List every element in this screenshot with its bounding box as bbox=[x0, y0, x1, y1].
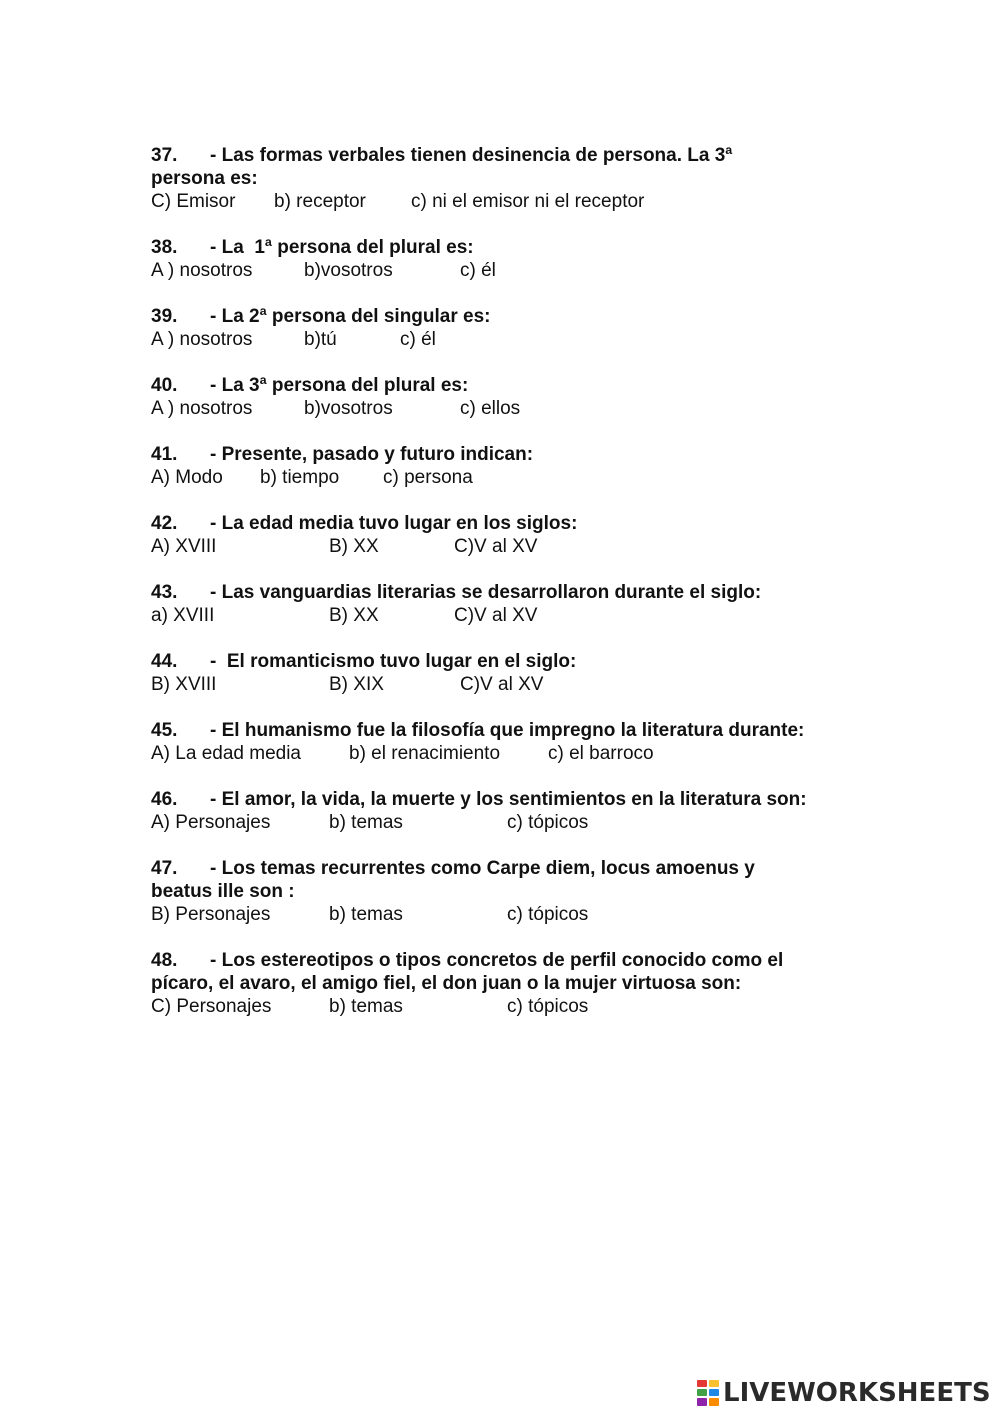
question-text bbox=[151, 236, 871, 259]
option-c[interactable]: c) ellos bbox=[460, 398, 521, 419]
option-c[interactable]: c) persona bbox=[383, 467, 473, 488]
options-row bbox=[151, 328, 871, 351]
question-number: 47. bbox=[151, 858, 178, 879]
question-prompt: - El amor, la vida, la muerte y los sentimientos en la literatura son: bbox=[210, 789, 807, 810]
option-b[interactable]: b) temas bbox=[329, 996, 403, 1017]
logo-block bbox=[709, 1380, 719, 1387]
question-47 bbox=[151, 857, 871, 926]
question-number: 42. bbox=[151, 513, 178, 534]
option-a[interactable]: A) La edad media bbox=[151, 743, 301, 764]
options-row bbox=[151, 190, 871, 213]
question-38 bbox=[151, 236, 871, 282]
question-prompt: - La 2ª persona del singular es: bbox=[210, 306, 491, 327]
option-c[interactable]: c) ni el emisor ni el receptor bbox=[411, 191, 645, 212]
question-prompt: - El humanismo fue la filosofía que impregno la literatura durante: bbox=[210, 720, 805, 741]
option-a[interactable]: a) XVIII bbox=[151, 605, 215, 626]
question-prompt: - La edad media tuvo lugar en los siglos: bbox=[210, 513, 578, 534]
option-a[interactable]: A ) nosotros bbox=[151, 398, 253, 419]
option-b[interactable]: b) tiempo bbox=[260, 467, 340, 488]
logo-block bbox=[697, 1389, 707, 1396]
option-c[interactable]: C)V al XV bbox=[454, 536, 538, 557]
option-a[interactable]: A ) nosotros bbox=[151, 329, 253, 350]
options-row bbox=[151, 535, 871, 558]
logo-block bbox=[697, 1380, 707, 1387]
question-prompt: - Presente, pasado y futuro indican: bbox=[210, 444, 534, 465]
question-37 bbox=[151, 144, 871, 213]
option-b[interactable]: b) el renacimiento bbox=[349, 743, 501, 764]
options-row bbox=[151, 397, 871, 420]
option-b[interactable]: B) XX bbox=[329, 605, 379, 626]
question-number: 39. bbox=[151, 306, 178, 327]
option-a[interactable]: A ) nosotros bbox=[151, 260, 253, 281]
option-c[interactable]: c) el barroco bbox=[548, 743, 654, 764]
option-a[interactable]: A) Personajes bbox=[151, 812, 271, 833]
question-text bbox=[151, 443, 871, 466]
question-text bbox=[151, 581, 871, 604]
options-row bbox=[151, 903, 871, 926]
question-text bbox=[151, 374, 871, 397]
option-c[interactable]: c) él bbox=[460, 260, 496, 281]
question-prompt: - La 3ª persona del plural es: bbox=[210, 375, 469, 396]
question-45 bbox=[151, 719, 871, 765]
question-44 bbox=[151, 650, 871, 696]
question-number: 46. bbox=[151, 789, 178, 810]
option-b[interactable]: b) receptor bbox=[274, 191, 366, 212]
question-text bbox=[151, 305, 871, 328]
option-c[interactable]: c) tópicos bbox=[507, 996, 589, 1017]
option-c[interactable]: C)V al XV bbox=[460, 674, 544, 695]
question-42 bbox=[151, 512, 871, 558]
question-prompt: - Las formas verbales tienen desinencia de persona. La 3ª persona es: bbox=[151, 145, 733, 189]
question-prompt: - Los temas recurrentes como Carpe diem, locus amoenus y beatus ille son : bbox=[151, 858, 755, 902]
option-c[interactable]: c) tópicos bbox=[507, 904, 589, 925]
logo-block bbox=[709, 1389, 719, 1396]
question-39 bbox=[151, 305, 871, 351]
question-prompt: - El romanticismo tuvo lugar en el siglo: bbox=[210, 651, 577, 672]
question-number: 41. bbox=[151, 444, 178, 465]
options-row bbox=[151, 673, 871, 696]
option-b[interactable]: B) XX bbox=[329, 536, 379, 557]
question-text bbox=[151, 144, 791, 190]
options-row bbox=[151, 742, 871, 765]
option-b[interactable]: b)tú bbox=[304, 329, 337, 350]
option-c[interactable]: C)V al XV bbox=[454, 605, 538, 626]
question-prompt: - Los estereotipos o tipos concretos de perfil conocido como el pícaro, el avaro, el amigo fiel, el don juan o la mujer virtuosa son: bbox=[151, 950, 784, 994]
options-row bbox=[151, 259, 871, 282]
question-text bbox=[151, 512, 871, 535]
question-48 bbox=[151, 949, 871, 1018]
question-41 bbox=[151, 443, 871, 489]
question-number: 48. bbox=[151, 950, 178, 971]
question-text bbox=[151, 949, 831, 995]
question-text bbox=[151, 650, 871, 673]
question-text bbox=[151, 719, 871, 742]
question-number: 37. bbox=[151, 145, 178, 166]
question-prompt: - La 1ª persona del plural es: bbox=[210, 237, 474, 258]
liveworksheets-logo bbox=[696, 1376, 991, 1410]
options-row bbox=[151, 466, 871, 489]
question-number: 45. bbox=[151, 720, 178, 741]
question-number: 44. bbox=[151, 651, 178, 672]
option-a[interactable]: C) Personajes bbox=[151, 996, 272, 1017]
question-46 bbox=[151, 788, 871, 834]
option-a[interactable]: C) Emisor bbox=[151, 191, 236, 212]
option-b[interactable]: b) temas bbox=[329, 812, 403, 833]
question-prompt: - Las vanguardias literarias se desarrollaron durante el siglo: bbox=[210, 582, 762, 603]
option-b[interactable]: B) XIX bbox=[329, 674, 384, 695]
logo-block bbox=[697, 1398, 707, 1406]
option-b[interactable]: b)vosotros bbox=[304, 260, 393, 281]
question-number: 43. bbox=[151, 582, 178, 603]
question-43 bbox=[151, 581, 871, 627]
option-a[interactable]: A) XVIII bbox=[151, 536, 217, 557]
question-text bbox=[151, 788, 871, 811]
logo-text: LIVEWORKSHEETS bbox=[723, 1378, 991, 1408]
option-b[interactable]: b) temas bbox=[329, 904, 403, 925]
option-c[interactable]: c) tópicos bbox=[507, 812, 589, 833]
question-40 bbox=[151, 374, 871, 420]
logo-block bbox=[709, 1398, 719, 1406]
worksheet bbox=[151, 144, 871, 1041]
option-a[interactable]: B) XVIII bbox=[151, 674, 217, 695]
option-b[interactable]: b)vosotros bbox=[304, 398, 393, 419]
question-number: 40. bbox=[151, 375, 178, 396]
option-a[interactable]: A) Modo bbox=[151, 467, 223, 488]
question-number: 38. bbox=[151, 237, 178, 258]
option-c[interactable]: c) él bbox=[400, 329, 436, 350]
option-a[interactable]: B) Personajes bbox=[151, 904, 271, 925]
options-row bbox=[151, 995, 871, 1018]
logo-icon bbox=[696, 1379, 720, 1407]
question-text bbox=[151, 857, 801, 903]
options-row bbox=[151, 811, 871, 834]
options-row bbox=[151, 604, 871, 627]
